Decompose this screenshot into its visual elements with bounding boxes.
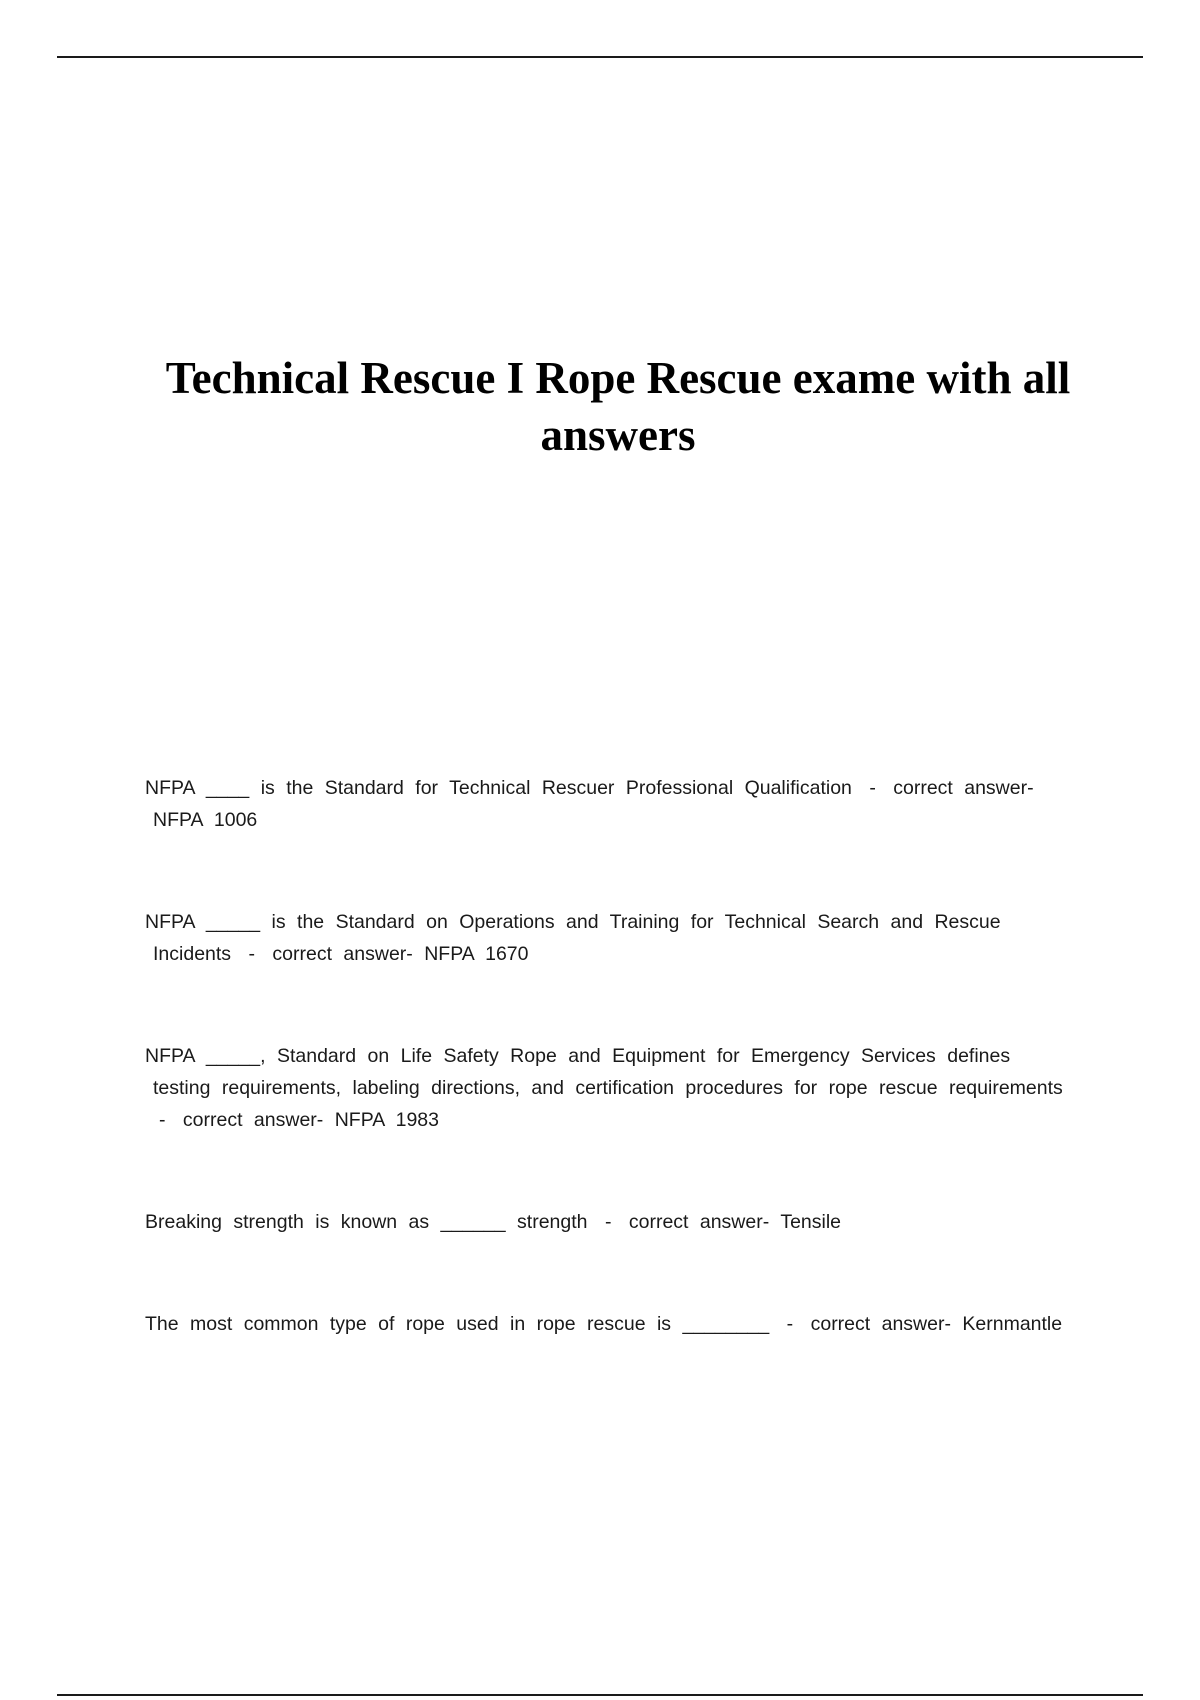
separator: - xyxy=(604,1211,612,1233)
separator: - xyxy=(786,1313,794,1335)
footer-rule xyxy=(57,1694,1143,1696)
answer-label: correct answer- xyxy=(893,777,1034,799)
answer-label: correct answer- xyxy=(182,1109,324,1131)
question-text: NFPA _____ is the Standard on Operations and Training for Technical Search and Rescue Incidents xyxy=(145,911,1001,965)
question-text: NFPA ____ is the Standard for Technical Rescuer Professional Qualification xyxy=(145,777,852,799)
answer-text: NFPA 1670 xyxy=(424,943,529,965)
question-text: Breaking strength is known as ______ strength xyxy=(145,1211,588,1233)
list-item xyxy=(145,1040,1075,1136)
question-text: NFPA _____, Standard on Life Safety Rope and Equipment for Emergency Services defines testing requirements, labeling directions, and certification procedures for rope rescue requirements xyxy=(145,1045,1063,1099)
list-item xyxy=(145,906,1075,970)
answer-label: correct answer- xyxy=(272,943,413,965)
separator: - xyxy=(248,943,255,965)
answer-text: NFPA 1983 xyxy=(334,1109,439,1131)
page-title: Technical Rescue I Rope Rescue exame with all answers xyxy=(165,353,1071,460)
question-text: The most common type of rope used in rope rescue is ________ xyxy=(145,1313,770,1335)
answer-text: Kernmantle xyxy=(962,1313,1063,1335)
list-item xyxy=(145,1206,1075,1238)
answer-label: correct answer- xyxy=(810,1313,951,1335)
separator: - xyxy=(159,1109,166,1131)
list-item xyxy=(145,772,1075,836)
answer-text: Tensile xyxy=(780,1211,842,1233)
question-list xyxy=(145,772,1075,1340)
list-item xyxy=(145,1308,1075,1340)
separator: - xyxy=(869,777,876,799)
answer-label: correct answer- xyxy=(628,1211,770,1233)
header-rule xyxy=(57,56,1143,58)
answer-text: NFPA 1006 xyxy=(153,809,258,831)
